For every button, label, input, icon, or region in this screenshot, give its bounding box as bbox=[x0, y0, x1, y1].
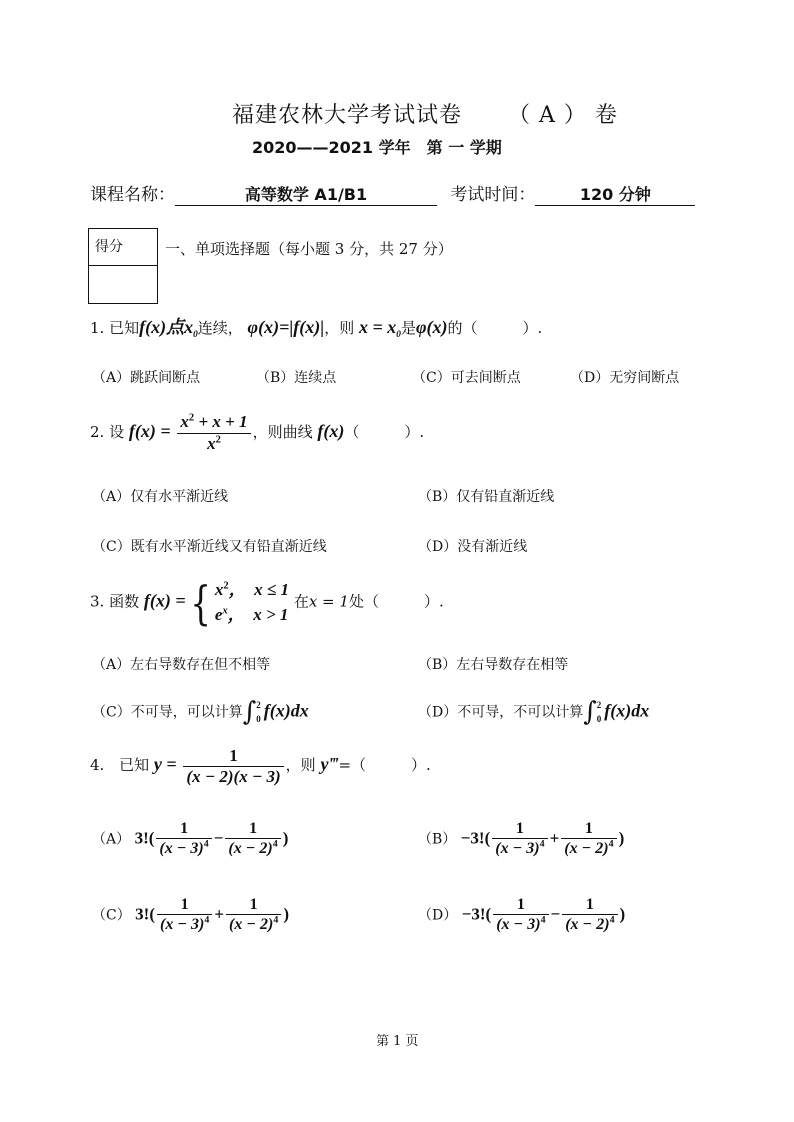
q1-option-a[interactable]: （A）跳跃间断点 bbox=[92, 370, 201, 386]
q2-option-c[interactable]: （C）既有水平渐近线又有铅直渐近线 bbox=[92, 539, 327, 555]
q4-option-c[interactable]: （C） 3!( $\frac{1}{(x - 3)^4}$ + $\frac{1}{(x - 2)^4}$ ) bbox=[92, 896, 289, 934]
question-4 bbox=[90, 746, 431, 786]
question-1 bbox=[90, 313, 542, 339]
question-number: 2. bbox=[90, 423, 105, 442]
q4-math-y: y = bbox=[153, 754, 177, 775]
q4-option-d[interactable]: （D） −3!( $\frac{1}{(x - 3)^4}$ − $\frac{1}{(x - 2)^4}$ ) bbox=[418, 896, 626, 934]
q1-option-c[interactable]: （C）可去间断点 bbox=[412, 370, 521, 386]
score-box bbox=[88, 228, 158, 304]
q2-option-d[interactable]: （D）没有渐近线 bbox=[418, 539, 528, 555]
q3-option-d[interactable]: （D）不可导，不可以计算∫ 2 0 f(x)dx bbox=[418, 697, 650, 728]
q1-math-phi2: φ(x) bbox=[415, 317, 448, 337]
q4-text: =（ ）. bbox=[338, 756, 431, 775]
question-number: 1. bbox=[90, 319, 105, 337]
q3-math-f: f(x) = bbox=[143, 590, 186, 611]
exam-time-label: 考试时间： bbox=[450, 185, 536, 205]
q2-fraction: $\frac{x^2 + x + 1}{x^2}$ bbox=[177, 412, 250, 454]
q2-text: 设 bbox=[109, 423, 125, 442]
q1-option-b[interactable]: （B）连续点 bbox=[256, 370, 337, 386]
q1-text: ，则 bbox=[324, 319, 355, 337]
q4-text: 已知 bbox=[119, 756, 150, 775]
q3-option-a[interactable]: （A）左右导数存在但不相等 bbox=[92, 657, 271, 673]
q4-text: ，则 bbox=[285, 756, 316, 775]
q1-math-f: f(x)点x bbox=[139, 317, 194, 337]
paper-label: （ A ） 卷 bbox=[508, 103, 618, 128]
q1-text: 是 bbox=[400, 319, 416, 337]
q3-option-c[interactable]: （C）不可导，可以计算∫ 2 0 f(x)dx bbox=[92, 697, 309, 728]
q4-option-a[interactable]: （A） 3!( $\frac{1}{(x - 3)^4}$ − $\frac{1}{(x - 2)^4}$ ) bbox=[92, 820, 289, 858]
q3-text: 在 bbox=[293, 592, 309, 611]
q1-option-d[interactable]: （D）无穷间断点 bbox=[570, 370, 680, 386]
question-number: 4. bbox=[90, 756, 105, 775]
q3-text: 处（ ）. bbox=[348, 592, 444, 611]
score-box-blank[interactable] bbox=[89, 266, 157, 302]
q2-math-f: f(x) = bbox=[128, 421, 171, 442]
question-3 bbox=[90, 575, 444, 630]
q1-math-phi: φ(x)=|f(x)| bbox=[247, 317, 325, 337]
integral-icon: ∫ bbox=[242, 697, 257, 728]
integral-icon: ∫ bbox=[583, 697, 597, 728]
q2-math-f: f(x) bbox=[317, 421, 345, 442]
q1-text: 连续， bbox=[197, 319, 243, 337]
q3-piecewise: $x^2$， x ≤ 1 $e^x$， x > 1 bbox=[214, 580, 290, 624]
course-info bbox=[90, 180, 695, 206]
q1-sub0: 0 bbox=[193, 330, 198, 340]
q3-math-x1: x = 1 bbox=[308, 592, 349, 611]
academic-term: 2020——2021 学年 第 一 学期 bbox=[252, 138, 502, 157]
q2-option-b[interactable]: （B）仅有铅直渐近线 bbox=[418, 489, 555, 505]
question-2 bbox=[90, 412, 424, 454]
q1-text: 的（ ）. bbox=[447, 319, 543, 337]
exam-time-value: 120 分钟 bbox=[535, 182, 695, 206]
q4-fraction: $\frac{1}{(x - 2)(x - 3)}$ bbox=[183, 746, 283, 786]
section-title: 一、单项选择题（每小题 3 分，共 27 分） bbox=[165, 240, 453, 258]
q4-option-b[interactable]: （B） −3!( $\frac{1}{(x - 3)^4}$ + $\frac{1}{(x - 2)^4}$ ) bbox=[418, 820, 625, 858]
q3-option-b[interactable]: （B）左右导数存在相等 bbox=[418, 657, 569, 673]
q1-sub0: 0 bbox=[396, 330, 401, 340]
exam-title: 福建农林大学考试试卷 bbox=[232, 103, 463, 128]
q1-text: 已知 bbox=[109, 319, 140, 337]
course-name-value: 高等数学 A1/B1 bbox=[175, 182, 437, 206]
question-number: 3. bbox=[90, 592, 105, 611]
q3-text: 函数 bbox=[109, 592, 140, 611]
q2-option-a[interactable]: （A）仅有水平渐近线 bbox=[92, 489, 229, 505]
page-number: 第 1 页 bbox=[376, 1034, 419, 1049]
q2-text: （ ）. bbox=[344, 423, 425, 442]
q1-math-x: x = x bbox=[359, 317, 397, 337]
score-box-label: 得分 bbox=[89, 229, 157, 266]
q2-text: ，则曲线 bbox=[252, 423, 313, 442]
course-name-label: 课程名称： bbox=[90, 185, 175, 205]
brace-icon: { bbox=[190, 575, 211, 630]
q4-math-yppp: y‴ bbox=[320, 754, 339, 775]
